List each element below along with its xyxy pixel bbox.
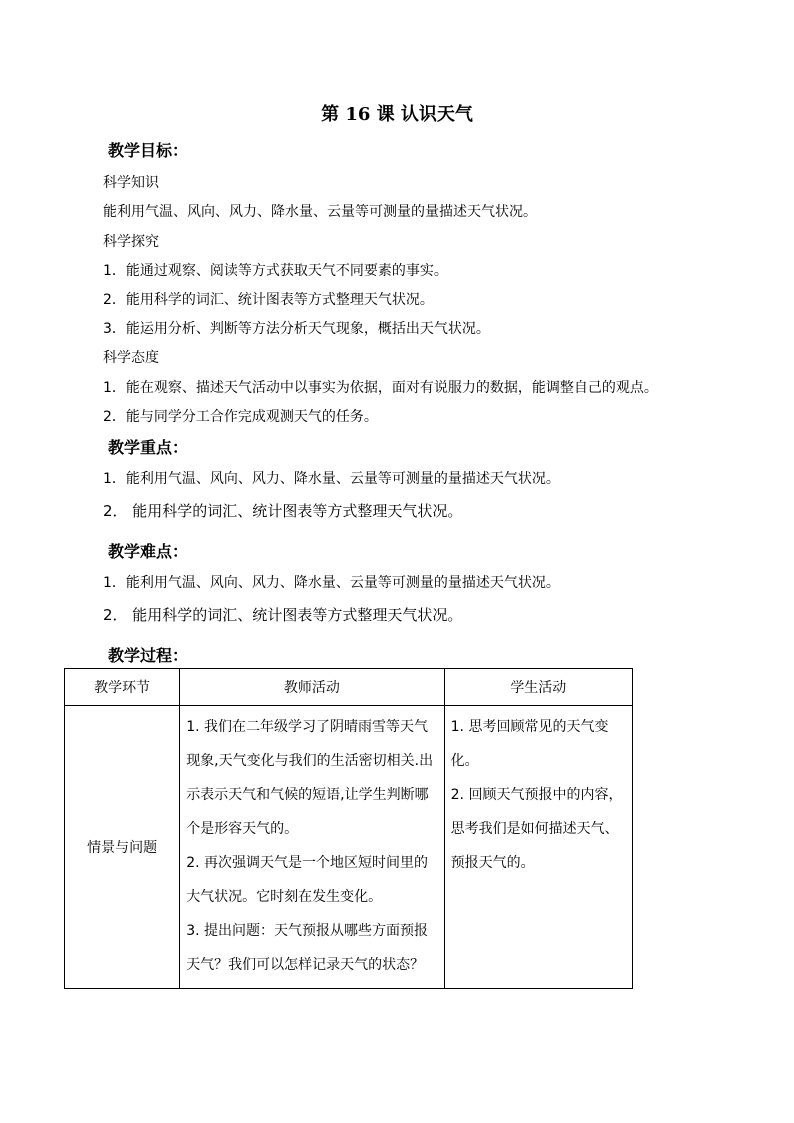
header-cell: 教学环节 bbox=[65, 669, 180, 706]
header-cell: 学生活动 bbox=[444, 669, 632, 706]
table-header-row bbox=[65, 669, 633, 706]
key-points-heading: 教学重点： bbox=[108, 438, 189, 457]
inquiry-item: 3．能运用分析、判断等方法分析天气现象，概括出天气状况。 bbox=[103, 321, 490, 337]
teacher-activity-item: 2. 再次强调天气是一个地区短时间里的大气状况。它时刻在发生变化。 bbox=[186, 855, 428, 905]
attitude-label: 科学态度 bbox=[103, 350, 159, 366]
teacher-activity-item: 3. 提出问题：天气预报从哪些方面预报天气？我们可以怎样记录天气的状态？ bbox=[186, 923, 428, 973]
header-cell: 教师活动 bbox=[180, 669, 444, 706]
knowledge-label: 科学知识 bbox=[103, 175, 159, 191]
teacher-activity-cell bbox=[180, 706, 444, 989]
difficulty-item: 2． 能用科学的词汇、统计图表等方式整理天气状况。 bbox=[103, 606, 463, 624]
page-title: 第 16 课 认识天气 bbox=[321, 104, 473, 125]
student-activity-item: 2. 回顾天气预报中的内容，思考我们是如何描述天气、预报天气的。 bbox=[450, 787, 623, 871]
table-row bbox=[65, 706, 633, 989]
attitude-item: 2．能与同学分工合作完成观测天气的任务。 bbox=[103, 409, 378, 425]
teacher-activity-item: 1. 我们在二年级学习了阴晴雨雪等天气现象,天气变化与我们的生活密切相关.出示表示天气和气候的短语,让学生判断哪个是形容天气的。 bbox=[186, 719, 434, 837]
student-activity-item: 1. 思考回顾常见的天气变化。 bbox=[450, 719, 609, 769]
inquiry-item: 1．能通过观察、阅读等方式获取天气不同要素的事实。 bbox=[103, 263, 448, 279]
process-table bbox=[64, 668, 633, 989]
objectives-heading: 教学目标： bbox=[108, 141, 189, 160]
key-point-item: 1．能利用气温、风向、风力、降水量、云量等可测量的量描述天气状况。 bbox=[103, 471, 560, 487]
key-point-item: 2． 能用科学的词汇、统计图表等方式整理天气状况。 bbox=[103, 502, 463, 520]
process-heading: 教学过程： bbox=[108, 646, 189, 665]
knowledge-text: 能利用气温、风向、风力、降水量、云量等可测量的量描述天气状况。 bbox=[103, 204, 537, 220]
difficulty-item: 1．能利用气温、风向、风力、降水量、云量等可测量的量描述天气状况。 bbox=[103, 575, 560, 591]
attitude-item: 1．能在观察、描述天气活动中以事实为依据，面对有说服力的数据，能调整自己的观点。 bbox=[103, 380, 658, 396]
inquiry-label: 科学探究 bbox=[103, 234, 159, 250]
section-cell: 情景与问题 bbox=[65, 706, 180, 989]
student-activity-cell bbox=[444, 706, 632, 989]
difficulties-heading: 教学难点： bbox=[108, 542, 189, 561]
inquiry-item: 2．能用科学的词汇、统计图表等方式整理天气状况。 bbox=[103, 292, 434, 308]
